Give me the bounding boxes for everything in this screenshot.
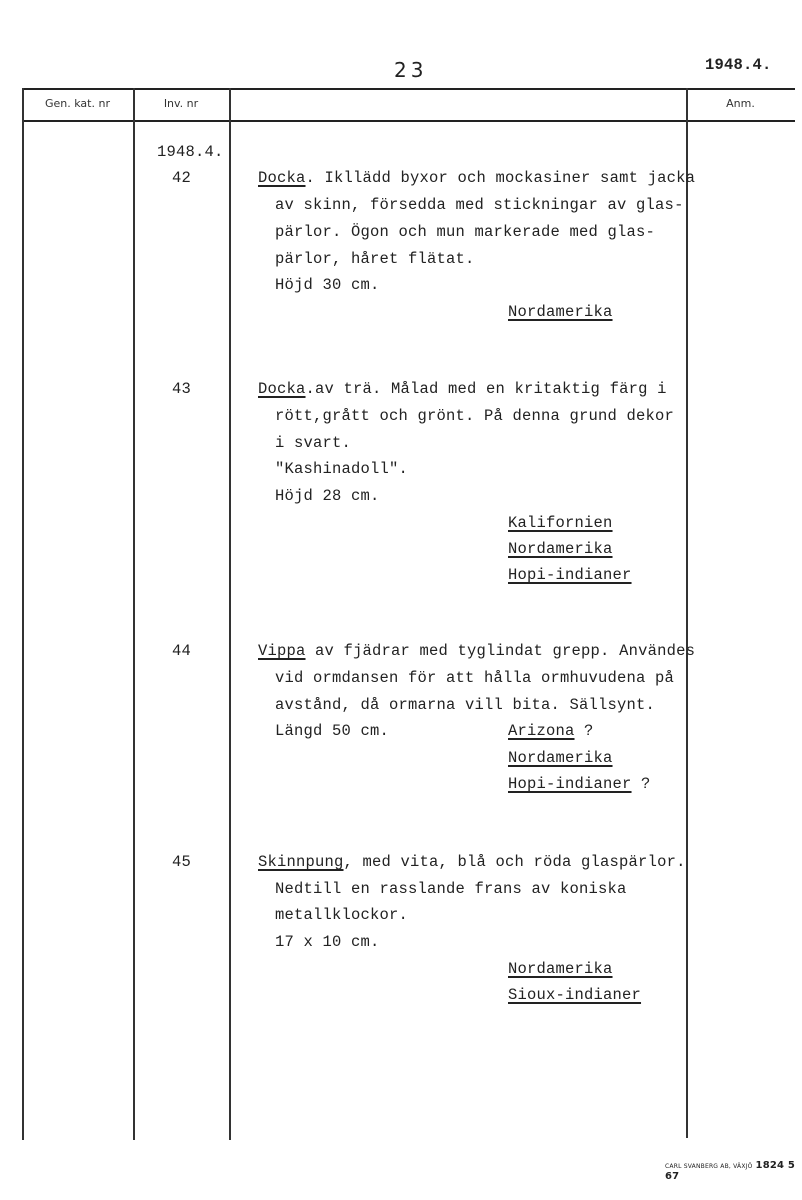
description-line: Nedtill en rasslande frans av koniska xyxy=(275,880,627,898)
form-code: 1824 5 67 xyxy=(665,1160,796,1182)
object-title: Docka xyxy=(258,380,306,398)
description-line: , med vita, blå och röda glaspärlor. xyxy=(343,853,686,871)
object-title: Skinnpung xyxy=(258,853,344,871)
place-name: Hopi-indianer xyxy=(508,566,632,584)
entry-first-line xyxy=(258,642,695,660)
printer-imprint xyxy=(665,1160,802,1182)
uncertain-mark: ? xyxy=(641,775,651,793)
description-line: av skinn, försedda med stickningar av glas- xyxy=(275,196,684,214)
place-name: Sioux-indianer xyxy=(508,986,642,1004)
place-name: Nordamerika xyxy=(508,960,613,978)
table-top-rule xyxy=(22,88,795,90)
header-anm: Anm. xyxy=(726,97,755,110)
place-name: Hopi-indianer xyxy=(508,775,632,793)
place-line xyxy=(508,722,594,740)
object-title: Docka xyxy=(258,169,306,187)
description-line: . Ikllädd byxor och mockasiner samt jacka xyxy=(305,169,696,187)
measurement-line: Höjd 30 cm. xyxy=(275,276,380,294)
page-number: 23 xyxy=(394,58,428,82)
place-name: Kalifornien xyxy=(508,514,613,532)
place-line xyxy=(508,749,613,767)
inv-number: 42 xyxy=(172,169,192,187)
place-name: Nordamerika xyxy=(508,749,613,767)
header-gen-kat-nr: Gen. kat. nr xyxy=(45,97,110,110)
printer-name: CARL SVANBERG AB, VÄXJÖ xyxy=(665,1163,753,1170)
object-title: Vippa xyxy=(258,642,306,660)
description-line: .av trä. Målad med en kritaktig färg i xyxy=(305,380,667,398)
place-name: Arizona xyxy=(508,722,575,740)
inv-number: 45 xyxy=(172,853,192,871)
table-left-border xyxy=(22,88,24,1140)
description-line: pärlor. Ögon och mun markerade med glas- xyxy=(275,223,656,241)
place-name: Nordamerika xyxy=(508,540,613,558)
description-line: av fjädrar med tyglindat grepp. Användes xyxy=(305,642,696,660)
divider-inv-desc xyxy=(229,88,231,1140)
description-line: vid ormdansen för att hålla ormhuvudena på xyxy=(275,669,675,687)
accession-header: 1948.4. xyxy=(705,56,772,74)
description-line: pärlor, håret flätat. xyxy=(275,250,475,268)
place-name: Nordamerika xyxy=(508,303,613,321)
place-line xyxy=(508,960,613,978)
uncertain-mark: ? xyxy=(584,722,594,740)
divider-gen-inv xyxy=(133,88,135,1140)
entry-first-line xyxy=(258,853,686,871)
description-line: avstånd, då ormarna vill bita. Sällsynt. xyxy=(275,696,656,714)
place-line xyxy=(508,514,613,532)
accession-prefix: 1948.4. xyxy=(157,143,224,161)
description-line: i svart. xyxy=(275,434,352,452)
inv-number: 43 xyxy=(172,380,192,398)
measurement-line: 17 x 10 cm. xyxy=(275,933,380,951)
header-inv-nr: Inv. nr xyxy=(163,97,199,110)
entry-first-line xyxy=(258,169,695,187)
entry-first-line xyxy=(258,380,667,398)
measurement-line: Längd 50 cm. xyxy=(275,722,390,740)
description-line: "Kashinadoll". xyxy=(275,460,409,478)
measurement-line: Höjd 28 cm. xyxy=(275,487,380,505)
description-line: rött,grått och grönt. På denna grund dekor xyxy=(275,407,675,425)
place-line xyxy=(508,303,613,321)
inv-number: 44 xyxy=(172,642,192,660)
divider-desc-anm xyxy=(686,88,688,1138)
description-line: metallklockor. xyxy=(275,906,409,924)
place-line xyxy=(508,775,651,793)
place-line xyxy=(508,540,613,558)
place-line xyxy=(508,566,632,584)
place-line xyxy=(508,986,641,1004)
header-bottom-rule xyxy=(22,120,795,122)
